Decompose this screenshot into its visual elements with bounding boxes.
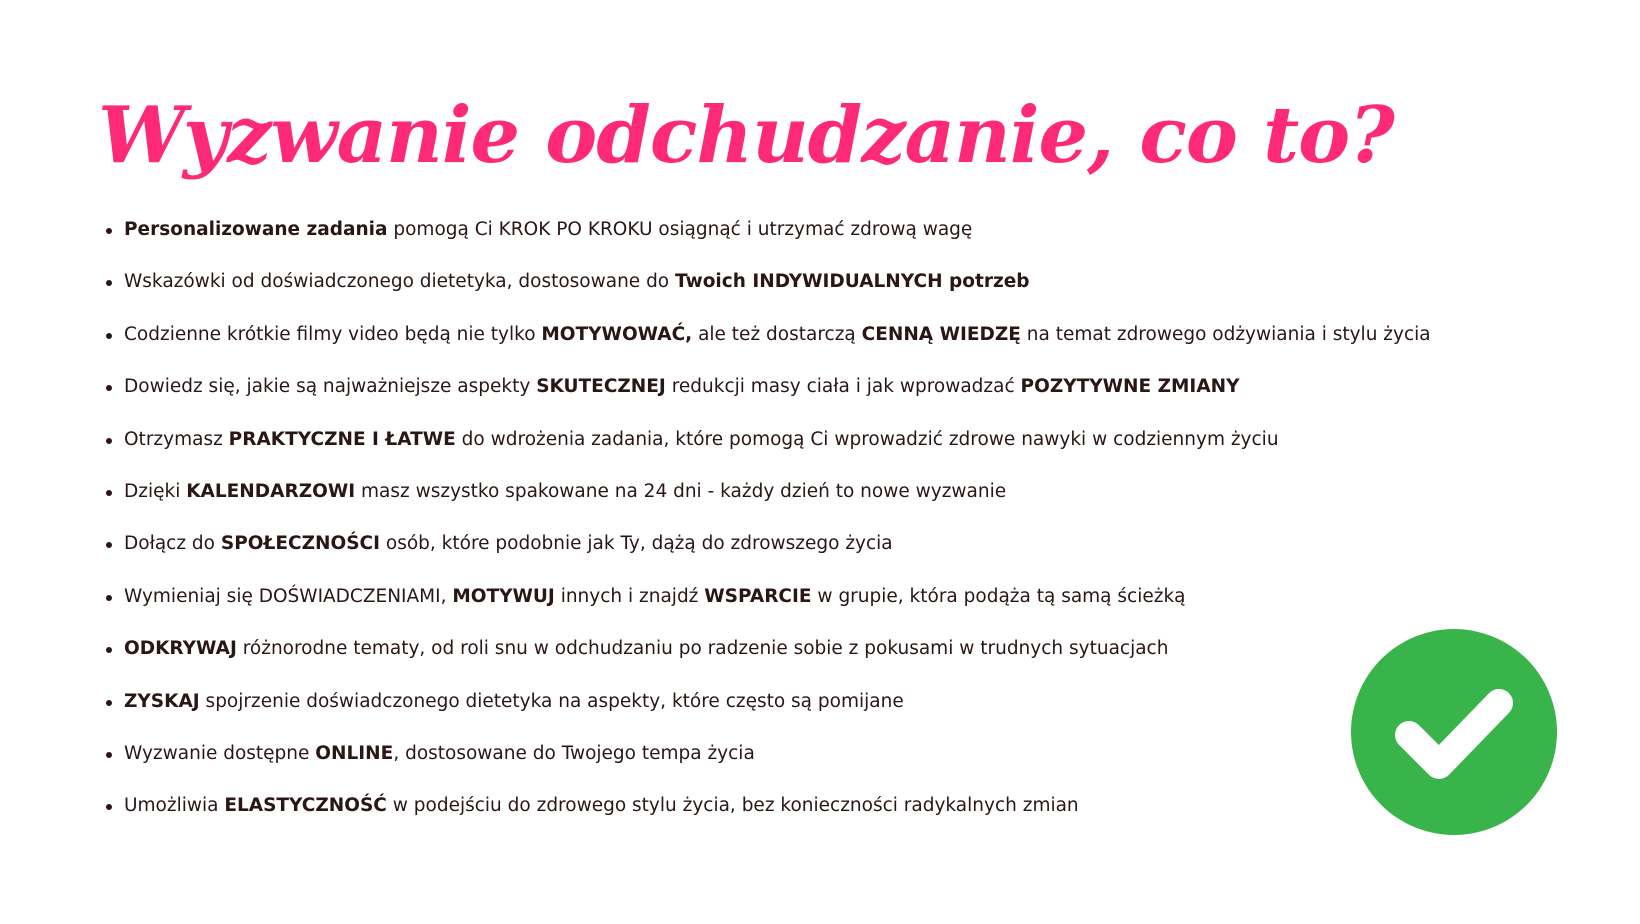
list-item [104, 323, 1431, 375]
item-text: osób, które podobnie jak Ty, dążą do zdrowszego życia [380, 533, 893, 555]
list-item [104, 480, 1431, 532]
item-emphasis: SKUTECZNEJ [536, 376, 666, 398]
item-text: Dołącz do [124, 533, 221, 555]
item-text: różnorodne tematy, od roli snu w odchudzaniu po radzenie sobie z pokusami w trudnych sytuacjach [236, 638, 1169, 660]
list-item [104, 270, 1431, 322]
item-emphasis: ODKRYWAJ [124, 638, 237, 660]
list-item [104, 532, 1431, 584]
item-text: Umożliwia [124, 795, 225, 817]
item-emphasis: PRAKTYCZNE I ŁATWE [228, 428, 456, 450]
item-text: innych i znajdź [554, 585, 705, 607]
benefits-list [104, 218, 1431, 847]
list-item [104, 690, 1431, 742]
item-text: w grupie, która podąża tą samą ścieżką [811, 585, 1186, 607]
item-emphasis: WSPARCIE [704, 585, 812, 607]
item-emphasis: CENNĄ WIEDZĘ [861, 323, 1021, 345]
item-text: Wyzwanie dostępne [124, 742, 316, 764]
item-text: masz wszystko spakowane na 24 dni - każdy dzień to nowe wyzwanie [355, 480, 1007, 502]
item-emphasis: POZYTYWNE ZMIANY [1020, 376, 1240, 398]
item-emphasis: Twoich INDYWIDUALNYCH potrzeb [675, 271, 1030, 293]
item-text: spojrzenie doświadczonego dietetyka na aspekty, które często są pomijane [199, 690, 904, 712]
item-emphasis: KALENDARZOWI [186, 480, 356, 502]
item-emphasis: ONLINE [315, 742, 394, 764]
item-emphasis: Personalizowane zadania [124, 219, 388, 240]
item-text: pomogą Ci KROK PO KROKU osiągnąć i utrzymać zdrową wagę [387, 219, 973, 240]
item-text: na temat zdrowego odżywiania i stylu życia [1020, 323, 1431, 345]
item-emphasis: MOTYWUJ [452, 585, 555, 607]
list-item [104, 375, 1431, 427]
item-text: Codzienne krótkie filmy video będą nie tylko [124, 323, 542, 345]
list-item [104, 794, 1431, 846]
item-emphasis: MOTYWOWAĆ, [541, 323, 693, 345]
item-emphasis: SPOŁECZNOŚCI [220, 533, 380, 555]
item-emphasis: ELASTYCZNOŚĆ [224, 795, 387, 817]
item-text: , dostosowane do Twojego tempa życia [393, 742, 755, 764]
item-text: ale też dostarczą [692, 323, 862, 345]
item-text: Dowiedz się, jakie są najważniejsze aspekty [124, 376, 537, 398]
item-emphasis: ZYSKAJ [124, 690, 200, 712]
page-title: Wyzwanie odchudzanie, co to? [98, 90, 1394, 181]
item-text: Wymieniaj się DOŚWIADCZENIAMI, [124, 585, 453, 607]
item-text: do wdrożenia zadania, które pomogą Ci wprowadzić zdrowe nawyki w codziennym życiu [455, 428, 1279, 450]
list-item [104, 742, 1431, 794]
list-item [104, 218, 1431, 270]
item-text: Otrzymasz [124, 428, 229, 450]
item-text: redukcji masy ciała i jak wprowadzać [665, 376, 1021, 398]
list-item [104, 637, 1431, 689]
item-text: Dzięki [124, 480, 187, 502]
list-item [104, 585, 1431, 637]
item-text: Wskazówki od doświadczonego dietetyka, dostosowane do [124, 271, 676, 293]
list-item [104, 428, 1431, 480]
checkmark-circle-icon [1351, 629, 1557, 835]
item-text: w podejściu do zdrowego stylu życia, bez konieczności radykalnych zmian [386, 795, 1079, 817]
